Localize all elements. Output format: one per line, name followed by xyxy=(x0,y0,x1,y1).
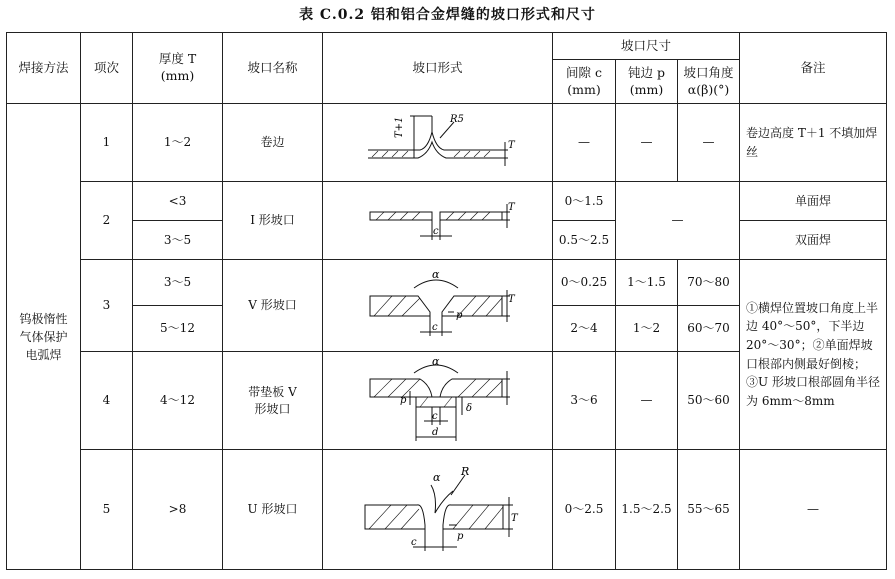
row5-diagram xyxy=(323,450,553,570)
header-method: 焊接方法 xyxy=(7,33,81,104)
row3-no: 3 xyxy=(81,260,133,352)
d3-p-label: p xyxy=(455,309,462,321)
row5-name: U 形坡口 xyxy=(223,450,323,570)
d1-r-label: R5 xyxy=(449,113,464,125)
row3-diagram xyxy=(323,260,553,352)
header-no: 项次 xyxy=(81,33,133,104)
row1-remark: 卷边高度 T＋1 不填加焊丝 xyxy=(740,104,887,182)
row2-blunt-angle: — xyxy=(616,182,740,260)
row5-angle: 55～65 xyxy=(678,450,740,570)
header-blunt: 钝边 p (mm) xyxy=(616,60,678,104)
row5-thickness: >8 xyxy=(133,450,223,570)
row2-thickness-b: 3～5 xyxy=(133,221,223,260)
method-cell: 钨极惰性气体保护电弧焊 xyxy=(7,104,81,570)
header-gap: 间隙 c (mm) xyxy=(553,60,616,104)
row3-angle-b: 60～70 xyxy=(678,306,740,352)
row2-diagram xyxy=(323,182,553,260)
header-dims: 坡口尺寸 xyxy=(553,33,740,60)
d5-c-label: c xyxy=(410,536,417,548)
d3-a-label: α xyxy=(431,267,439,281)
d4-s-label: δ xyxy=(465,402,472,414)
groove-table xyxy=(6,32,887,570)
row1-diagram xyxy=(323,104,553,182)
d5-r-label: R xyxy=(460,464,469,478)
row4-angle: 50～60 xyxy=(678,352,740,450)
row3-angle-a: 70～80 xyxy=(678,260,740,306)
row2-name: I 形坡口 xyxy=(223,182,323,260)
row1-gap: — xyxy=(553,104,616,182)
row2-remark-b: 双面焊 xyxy=(740,221,887,260)
d1-t-label: T xyxy=(507,139,515,151)
row3-blunt-a: 1～1.5 xyxy=(616,260,678,306)
row1-thickness: 1～2 xyxy=(133,104,223,182)
d5-a-label: α xyxy=(432,470,440,484)
header-remark: 备注 xyxy=(740,33,887,104)
row5-remark: — xyxy=(740,450,887,570)
row4-blunt: — xyxy=(616,352,678,450)
row2-gap-a: 0～1.5 xyxy=(553,182,616,221)
row3-blunt-b: 1～2 xyxy=(616,306,678,352)
row5-gap: 0～2.5 xyxy=(553,450,616,570)
row4-no: 4 xyxy=(81,352,133,450)
header-form: 坡口形式 xyxy=(323,33,553,104)
row3-gap-a: 0～0.25 xyxy=(553,260,616,306)
row4-name: 带垫板 V 形坡口 xyxy=(223,352,323,450)
row5-blunt: 1.5～2.5 xyxy=(616,450,678,570)
row1-name: 卷边 xyxy=(223,104,323,182)
row3-thickness-a: 3～5 xyxy=(133,260,223,306)
d4-a-label: α xyxy=(431,354,439,368)
row3-4-remark: ①横焊位置坡口角度上半边 40°～50°，下半边 20°～30°；②单面焊坡口根部内侧最好倒棱；③U 形坡口根部圆角半径为 6mm～8mm xyxy=(740,260,887,450)
d1-h-label: T+1 xyxy=(393,116,405,138)
row1-angle: — xyxy=(678,104,740,182)
table-title: 表 C.0.2 铝和铝合金焊缝的坡口形式和尺寸 xyxy=(299,7,596,23)
row2-thickness-a: <3 xyxy=(133,182,223,221)
row1-blunt: — xyxy=(616,104,678,182)
header-angle: 坡口角度 α(β)(°) xyxy=(678,60,740,104)
d2-c-label: c xyxy=(432,225,439,237)
row2-gap-b: 0.5～2.5 xyxy=(553,221,616,260)
d3-c-label: c xyxy=(431,321,438,333)
d3-t-label: T xyxy=(507,293,515,305)
header-name: 坡口名称 xyxy=(223,33,323,104)
row2-no: 2 xyxy=(81,182,133,260)
row4-thickness: 4～12 xyxy=(133,352,223,450)
row1-no: 1 xyxy=(81,104,133,182)
row4-diagram xyxy=(323,352,553,450)
row3-gap-b: 2～4 xyxy=(553,306,616,352)
d5-p-label: p xyxy=(456,530,463,542)
row4-gap: 3～6 xyxy=(553,352,616,450)
header-thickness: 厚度 T (mm) xyxy=(133,33,223,104)
row3-name: V 形坡口 xyxy=(223,260,323,352)
d2-t-label: T xyxy=(507,201,515,213)
row3-thickness-b: 5～12 xyxy=(133,306,223,352)
d4-d-label: d xyxy=(431,426,438,438)
d4-c-label: c xyxy=(431,410,438,422)
row2-remark-a: 单面焊 xyxy=(740,182,887,221)
d5-t-label: T xyxy=(510,512,518,524)
row5-no: 5 xyxy=(81,450,133,570)
d4-p-label: p xyxy=(399,394,406,406)
